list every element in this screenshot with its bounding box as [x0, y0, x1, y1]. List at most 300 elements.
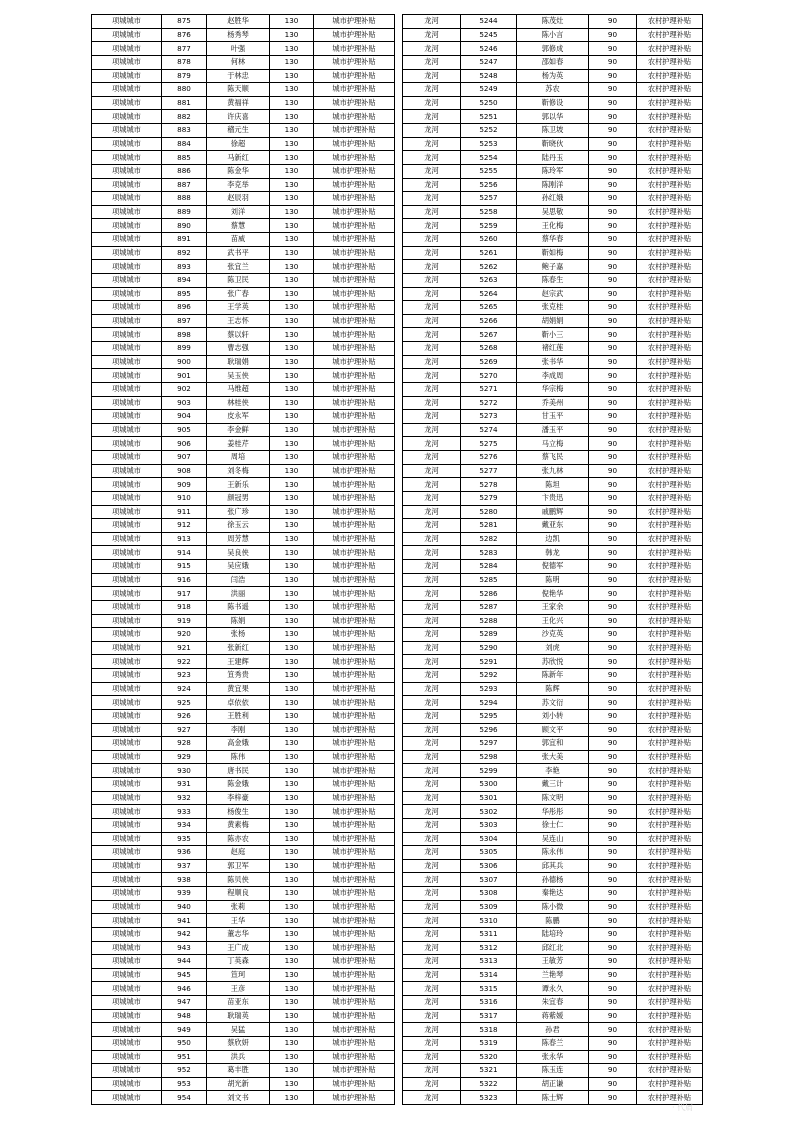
- district-cell: 龙河: [403, 573, 461, 587]
- district-cell: 项城城市: [92, 96, 162, 110]
- subsidy-type-cell: 农村护理补贴: [637, 1036, 703, 1050]
- district-cell: 项城城市: [92, 737, 162, 751]
- right-table-row: [403, 764, 703, 778]
- district-cell: 龙河: [403, 83, 461, 97]
- right-table-row: [403, 696, 703, 710]
- subsidy-type-cell: 城市护理补贴: [314, 655, 395, 669]
- number-cell: 5252: [461, 124, 517, 138]
- left-table-row: [92, 205, 395, 219]
- name-cell: 张九林: [517, 464, 589, 478]
- amount-cell: 90: [589, 505, 637, 519]
- name-cell: 蔡慧: [207, 219, 270, 233]
- subsidy-type-cell: 农村护理补贴: [637, 124, 703, 138]
- name-cell: 赵胜华: [207, 15, 270, 29]
- subsidy-type-cell: 城市护理补贴: [314, 764, 395, 778]
- subsidy-type-cell: 农村护理补贴: [637, 560, 703, 574]
- district-cell: 项城城市: [92, 982, 162, 996]
- subsidy-type-cell: 城市护理补贴: [314, 355, 395, 369]
- name-cell: 王志怀: [207, 314, 270, 328]
- number-cell: 5270: [461, 369, 517, 383]
- subsidy-type-cell: 农村护理补贴: [637, 1091, 703, 1105]
- left-table-row: [92, 764, 395, 778]
- amount-cell: 90: [589, 709, 637, 723]
- subsidy-type-cell: 城市护理补贴: [314, 709, 395, 723]
- amount-cell: 90: [589, 382, 637, 396]
- name-cell: 孙红娥: [517, 192, 589, 206]
- right-table-row: [403, 423, 703, 437]
- amount-cell: 130: [270, 137, 314, 151]
- amount-cell: 130: [270, 764, 314, 778]
- name-cell: 耿瑞娟: [207, 355, 270, 369]
- number-cell: 5266: [461, 314, 517, 328]
- amount-cell: 90: [589, 205, 637, 219]
- amount-cell: 90: [589, 192, 637, 206]
- amount-cell: 90: [589, 628, 637, 642]
- number-cell: 5275: [461, 437, 517, 451]
- left-table-row: [92, 110, 395, 124]
- subsidy-type-cell: 农村护理补贴: [637, 1023, 703, 1037]
- number-cell: 895: [162, 287, 207, 301]
- amount-cell: 90: [589, 859, 637, 873]
- right-table-row: [403, 1064, 703, 1078]
- name-cell: 吴应娥: [207, 560, 270, 574]
- amount-cell: 90: [589, 1036, 637, 1050]
- subsidy-type-cell: 农村护理补贴: [637, 696, 703, 710]
- amount-cell: 90: [589, 96, 637, 110]
- number-cell: 953: [162, 1077, 207, 1091]
- left-table-row: [92, 423, 395, 437]
- number-cell: 912: [162, 519, 207, 533]
- name-cell: 陈天顺: [207, 83, 270, 97]
- name-cell: 周培: [207, 451, 270, 465]
- subsidy-type-cell: 城市护理补贴: [314, 178, 395, 192]
- name-cell: 谭永久: [517, 982, 589, 996]
- subsidy-type-cell: 农村护理补贴: [637, 423, 703, 437]
- subsidy-type-cell: 城市护理补贴: [314, 859, 395, 873]
- left-table-row: [92, 451, 395, 465]
- left-table-row: [92, 750, 395, 764]
- amount-cell: 130: [270, 396, 314, 410]
- amount-cell: 90: [589, 587, 637, 601]
- amount-cell: 90: [589, 532, 637, 546]
- right-table-row: [403, 655, 703, 669]
- district-cell: 项城城市: [92, 532, 162, 546]
- name-cell: 王彦: [207, 982, 270, 996]
- district-cell: 龙河: [403, 192, 461, 206]
- number-cell: 882: [162, 110, 207, 124]
- left-table-row: [92, 560, 395, 574]
- number-cell: 5256: [461, 178, 517, 192]
- district-cell: 龙河: [403, 791, 461, 805]
- number-cell: 941: [162, 914, 207, 928]
- number-cell: 908: [162, 464, 207, 478]
- name-cell: 郭修成: [517, 42, 589, 56]
- number-cell: 5298: [461, 750, 517, 764]
- name-cell: 李梓豪: [207, 791, 270, 805]
- amount-cell: 90: [589, 1009, 637, 1023]
- name-cell: 陈金华: [207, 164, 270, 178]
- amount-cell: 90: [589, 369, 637, 383]
- district-cell: 龙河: [403, 355, 461, 369]
- right-table-row: [403, 546, 703, 560]
- amount-cell: 130: [270, 927, 314, 941]
- amount-cell: 90: [589, 1091, 637, 1105]
- district-cell: 项城城市: [92, 396, 162, 410]
- left-table-row: [92, 1023, 395, 1037]
- name-cell: 王学英: [207, 301, 270, 315]
- number-cell: 945: [162, 968, 207, 982]
- district-cell: 龙河: [403, 887, 461, 901]
- subsidy-type-cell: 城市护理补贴: [314, 137, 395, 151]
- subsidy-type-cell: 城市护理补贴: [314, 996, 395, 1010]
- right-table-row: [403, 1091, 703, 1105]
- right-table-row: [403, 723, 703, 737]
- name-cell: 葛丰胜: [207, 1064, 270, 1078]
- name-cell: 李艳: [517, 764, 589, 778]
- number-cell: 897: [162, 314, 207, 328]
- number-cell: 933: [162, 805, 207, 819]
- district-cell: 龙河: [403, 1050, 461, 1064]
- number-cell: 929: [162, 750, 207, 764]
- district-cell: 项城城市: [92, 314, 162, 328]
- number-cell: 919: [162, 614, 207, 628]
- amount-cell: 90: [589, 396, 637, 410]
- number-cell: 5288: [461, 614, 517, 628]
- number-cell: 5302: [461, 805, 517, 819]
- district-cell: 龙河: [403, 941, 461, 955]
- left-table-row: [92, 233, 395, 247]
- right-table-row: [403, 83, 703, 97]
- district-cell: 龙河: [403, 1023, 461, 1037]
- amount-cell: 130: [270, 614, 314, 628]
- amount-cell: 130: [270, 69, 314, 83]
- name-cell: 王广成: [207, 941, 270, 955]
- name-cell: 华宗梅: [517, 382, 589, 396]
- subsidy-type-cell: 农村护理补贴: [637, 614, 703, 628]
- number-cell: 888: [162, 192, 207, 206]
- subsidy-type-cell: 农村护理补贴: [637, 314, 703, 328]
- name-cell: 倪德军: [517, 560, 589, 574]
- right-table-row: [403, 628, 703, 642]
- right-table-row: [403, 859, 703, 873]
- district-cell: 龙河: [403, 1091, 461, 1105]
- amount-cell: 130: [270, 151, 314, 165]
- number-cell: 915: [162, 560, 207, 574]
- name-cell: 郭卫军: [207, 859, 270, 873]
- left-table-row: [92, 301, 395, 315]
- name-cell: 陈书遥: [207, 600, 270, 614]
- subsidy-type-cell: 农村护理补贴: [637, 914, 703, 928]
- subsidy-type-cell: 农村护理补贴: [637, 260, 703, 274]
- subsidy-type-cell: 农村护理补贴: [637, 328, 703, 342]
- district-cell: 项城城市: [92, 151, 162, 165]
- subsidy-type-cell: 农村护理补贴: [637, 219, 703, 233]
- amount-cell: 90: [589, 982, 637, 996]
- subsidy-type-cell: 农村护理补贴: [637, 968, 703, 982]
- subsidy-type-cell: 城市护理补贴: [314, 410, 395, 424]
- name-cell: 于林忠: [207, 69, 270, 83]
- right-table-row: [403, 287, 703, 301]
- amount-cell: 90: [589, 464, 637, 478]
- left-table-row: [92, 996, 395, 1010]
- amount-cell: 130: [270, 505, 314, 519]
- name-cell: 褚红莲: [517, 342, 589, 356]
- left-table-row: [92, 927, 395, 941]
- subsidy-type-cell: 农村护理补贴: [637, 546, 703, 560]
- number-cell: 5294: [461, 696, 517, 710]
- district-cell: 龙河: [403, 764, 461, 778]
- name-cell: 蔡以轩: [207, 328, 270, 342]
- district-cell: 项城城市: [92, 410, 162, 424]
- name-cell: 张莉: [207, 900, 270, 914]
- right-table-row: [403, 355, 703, 369]
- district-cell: 项城城市: [92, 778, 162, 792]
- number-cell: 5259: [461, 219, 517, 233]
- amount-cell: 130: [270, 573, 314, 587]
- subsidy-type-cell: 城市护理补贴: [314, 423, 395, 437]
- left-table-row: [92, 178, 395, 192]
- number-cell: 5251: [461, 110, 517, 124]
- number-cell: 925: [162, 696, 207, 710]
- name-cell: 李金鲜: [207, 423, 270, 437]
- subsidy-type-cell: 城市护理补贴: [314, 1023, 395, 1037]
- right-table-row: [403, 614, 703, 628]
- amount-cell: 130: [270, 546, 314, 560]
- subsidy-type-cell: 城市护理补贴: [314, 342, 395, 356]
- subsidy-type-cell: 城市护理补贴: [314, 560, 395, 574]
- number-cell: 5308: [461, 887, 517, 901]
- name-cell: 张书华: [517, 355, 589, 369]
- name-cell: 陈伟: [207, 750, 270, 764]
- number-cell: 901: [162, 369, 207, 383]
- name-cell: 张新红: [207, 641, 270, 655]
- number-cell: 5255: [461, 164, 517, 178]
- amount-cell: 130: [270, 15, 314, 29]
- district-cell: 龙河: [403, 628, 461, 642]
- name-cell: 张大美: [517, 750, 589, 764]
- name-cell: 吴猛: [207, 1023, 270, 1037]
- subsidy-type-cell: 城市护理补贴: [314, 887, 395, 901]
- name-cell: 蔡欣妍: [207, 1036, 270, 1050]
- number-cell: 914: [162, 546, 207, 560]
- right-table-row: [403, 791, 703, 805]
- left-subsidy-table: [91, 14, 395, 1105]
- amount-cell: 90: [589, 260, 637, 274]
- amount-cell: 90: [589, 355, 637, 369]
- number-cell: 5320: [461, 1050, 517, 1064]
- amount-cell: 130: [270, 818, 314, 832]
- number-cell: 902: [162, 382, 207, 396]
- left-table-row: [92, 505, 395, 519]
- subsidy-type-cell: 农村护理补贴: [637, 287, 703, 301]
- number-cell: 5323: [461, 1091, 517, 1105]
- number-cell: 892: [162, 246, 207, 260]
- number-cell: 5293: [461, 682, 517, 696]
- subsidy-type-cell: 农村护理补贴: [637, 750, 703, 764]
- amount-cell: 90: [589, 682, 637, 696]
- right-table-row: [403, 55, 703, 69]
- number-cell: 880: [162, 83, 207, 97]
- number-cell: 916: [162, 573, 207, 587]
- number-cell: 898: [162, 328, 207, 342]
- right-table-row: [403, 737, 703, 751]
- name-cell: 陈春兰: [517, 1036, 589, 1050]
- name-cell: 陈鹏: [517, 914, 589, 928]
- number-cell: 949: [162, 1023, 207, 1037]
- number-cell: 5291: [461, 655, 517, 669]
- number-cell: 5305: [461, 846, 517, 860]
- number-cell: 909: [162, 478, 207, 492]
- amount-cell: 130: [270, 164, 314, 178]
- amount-cell: 130: [270, 641, 314, 655]
- left-table-row: [92, 260, 395, 274]
- subsidy-type-cell: 城市护理补贴: [314, 737, 395, 751]
- subsidy-type-cell: 城市护理补贴: [314, 791, 395, 805]
- number-cell: 5301: [461, 791, 517, 805]
- amount-cell: 90: [589, 137, 637, 151]
- amount-cell: 90: [589, 641, 637, 655]
- subsidy-type-cell: 城市护理补贴: [314, 818, 395, 832]
- left-table-row: [92, 968, 395, 982]
- subsidy-type-cell: 城市护理补贴: [314, 464, 395, 478]
- subsidy-type-cell: 城市护理补贴: [314, 505, 395, 519]
- amount-cell: 90: [589, 791, 637, 805]
- number-cell: 5319: [461, 1036, 517, 1050]
- district-cell: 龙河: [403, 1064, 461, 1078]
- left-table-row: [92, 464, 395, 478]
- left-table-row: [92, 546, 395, 560]
- name-cell: 苏农: [517, 83, 589, 97]
- amount-cell: 130: [270, 410, 314, 424]
- name-cell: 孙德杨: [517, 873, 589, 887]
- amount-cell: 130: [270, 996, 314, 1010]
- district-cell: 龙河: [403, 818, 461, 832]
- district-cell: 龙河: [403, 519, 461, 533]
- amount-cell: 130: [270, 900, 314, 914]
- amount-cell: 90: [589, 655, 637, 669]
- right-table-row: [403, 927, 703, 941]
- amount-cell: 90: [589, 233, 637, 247]
- amount-cell: 90: [589, 69, 637, 83]
- number-cell: 931: [162, 778, 207, 792]
- district-cell: 项城城市: [92, 641, 162, 655]
- amount-cell: 130: [270, 791, 314, 805]
- amount-cell: 130: [270, 55, 314, 69]
- district-cell: 项城城市: [92, 955, 162, 969]
- district-cell: 项城城市: [92, 614, 162, 628]
- right-table-row: [403, 233, 703, 247]
- amount-cell: 130: [270, 859, 314, 873]
- amount-cell: 130: [270, 246, 314, 260]
- name-cell: 蔡华春: [517, 233, 589, 247]
- number-cell: 5279: [461, 491, 517, 505]
- district-cell: 项城城市: [92, 437, 162, 451]
- amount-cell: 130: [270, 968, 314, 982]
- number-cell: 944: [162, 955, 207, 969]
- name-cell: 马维超: [207, 382, 270, 396]
- number-cell: 5287: [461, 600, 517, 614]
- number-cell: 5286: [461, 587, 517, 601]
- name-cell: 徐士仁: [517, 818, 589, 832]
- district-cell: 项城城市: [92, 887, 162, 901]
- district-cell: 项城城市: [92, 941, 162, 955]
- number-cell: 884: [162, 137, 207, 151]
- number-cell: 924: [162, 682, 207, 696]
- amount-cell: 90: [589, 737, 637, 751]
- left-table-row: [92, 532, 395, 546]
- number-cell: 5264: [461, 287, 517, 301]
- district-cell: 龙河: [403, 1036, 461, 1050]
- number-cell: 913: [162, 532, 207, 546]
- amount-cell: 90: [589, 955, 637, 969]
- name-cell: 陈士辉: [517, 1091, 589, 1105]
- district-cell: 项城城市: [92, 750, 162, 764]
- subsidy-type-cell: 城市护理补贴: [314, 1077, 395, 1091]
- right-table-row: [403, 260, 703, 274]
- subsidy-type-cell: 农村护理补贴: [637, 369, 703, 383]
- right-table-row: [403, 778, 703, 792]
- amount-cell: 90: [589, 927, 637, 941]
- left-table-row: [92, 573, 395, 587]
- district-cell: 龙河: [403, 546, 461, 560]
- name-cell: 陈茂灶: [517, 15, 589, 29]
- number-cell: 5297: [461, 737, 517, 751]
- amount-cell: 130: [270, 1064, 314, 1078]
- right-table-row: [403, 451, 703, 465]
- subsidy-type-cell: 城市护理补贴: [314, 491, 395, 505]
- right-table-row: [403, 982, 703, 996]
- amount-cell: 90: [589, 1064, 637, 1078]
- subsidy-type-cell: 城市护理补贴: [314, 628, 395, 642]
- name-cell: 陈小微: [517, 900, 589, 914]
- subsidy-type-cell: 农村护理补贴: [637, 491, 703, 505]
- subsidy-type-cell: 农村护理补贴: [637, 69, 703, 83]
- subsidy-type-cell: 农村护理补贴: [637, 628, 703, 642]
- district-cell: 项城城市: [92, 968, 162, 982]
- name-cell: 倪艳华: [517, 587, 589, 601]
- right-subsidy-table: [402, 14, 703, 1105]
- name-cell: 苗威: [207, 233, 270, 247]
- right-table-row: [403, 15, 703, 29]
- amount-cell: 130: [270, 491, 314, 505]
- left-table-row: [92, 832, 395, 846]
- name-cell: 王新乐: [207, 478, 270, 492]
- name-cell: 陈文明: [517, 791, 589, 805]
- district-cell: 龙河: [403, 723, 461, 737]
- right-table-row: [403, 1023, 703, 1037]
- name-cell: 靳如梅: [517, 246, 589, 260]
- district-cell: 项城城市: [92, 546, 162, 560]
- amount-cell: 130: [270, 682, 314, 696]
- number-cell: 5250: [461, 96, 517, 110]
- name-cell: 刘洋: [207, 205, 270, 219]
- right-table-row: [403, 573, 703, 587]
- name-cell: 赵庭: [207, 846, 270, 860]
- district-cell: 龙河: [403, 750, 461, 764]
- left-table-row: [92, 723, 395, 737]
- number-cell: 907: [162, 451, 207, 465]
- amount-cell: 130: [270, 423, 314, 437]
- number-cell: 5317: [461, 1009, 517, 1023]
- number-cell: 910: [162, 491, 207, 505]
- number-cell: 917: [162, 587, 207, 601]
- subsidy-type-cell: 农村护理补贴: [637, 505, 703, 519]
- name-cell: 刘文书: [207, 1091, 270, 1105]
- district-cell: 项城城市: [92, 451, 162, 465]
- amount-cell: 130: [270, 846, 314, 860]
- district-cell: 龙河: [403, 778, 461, 792]
- subsidy-type-cell: 农村护理补贴: [637, 778, 703, 792]
